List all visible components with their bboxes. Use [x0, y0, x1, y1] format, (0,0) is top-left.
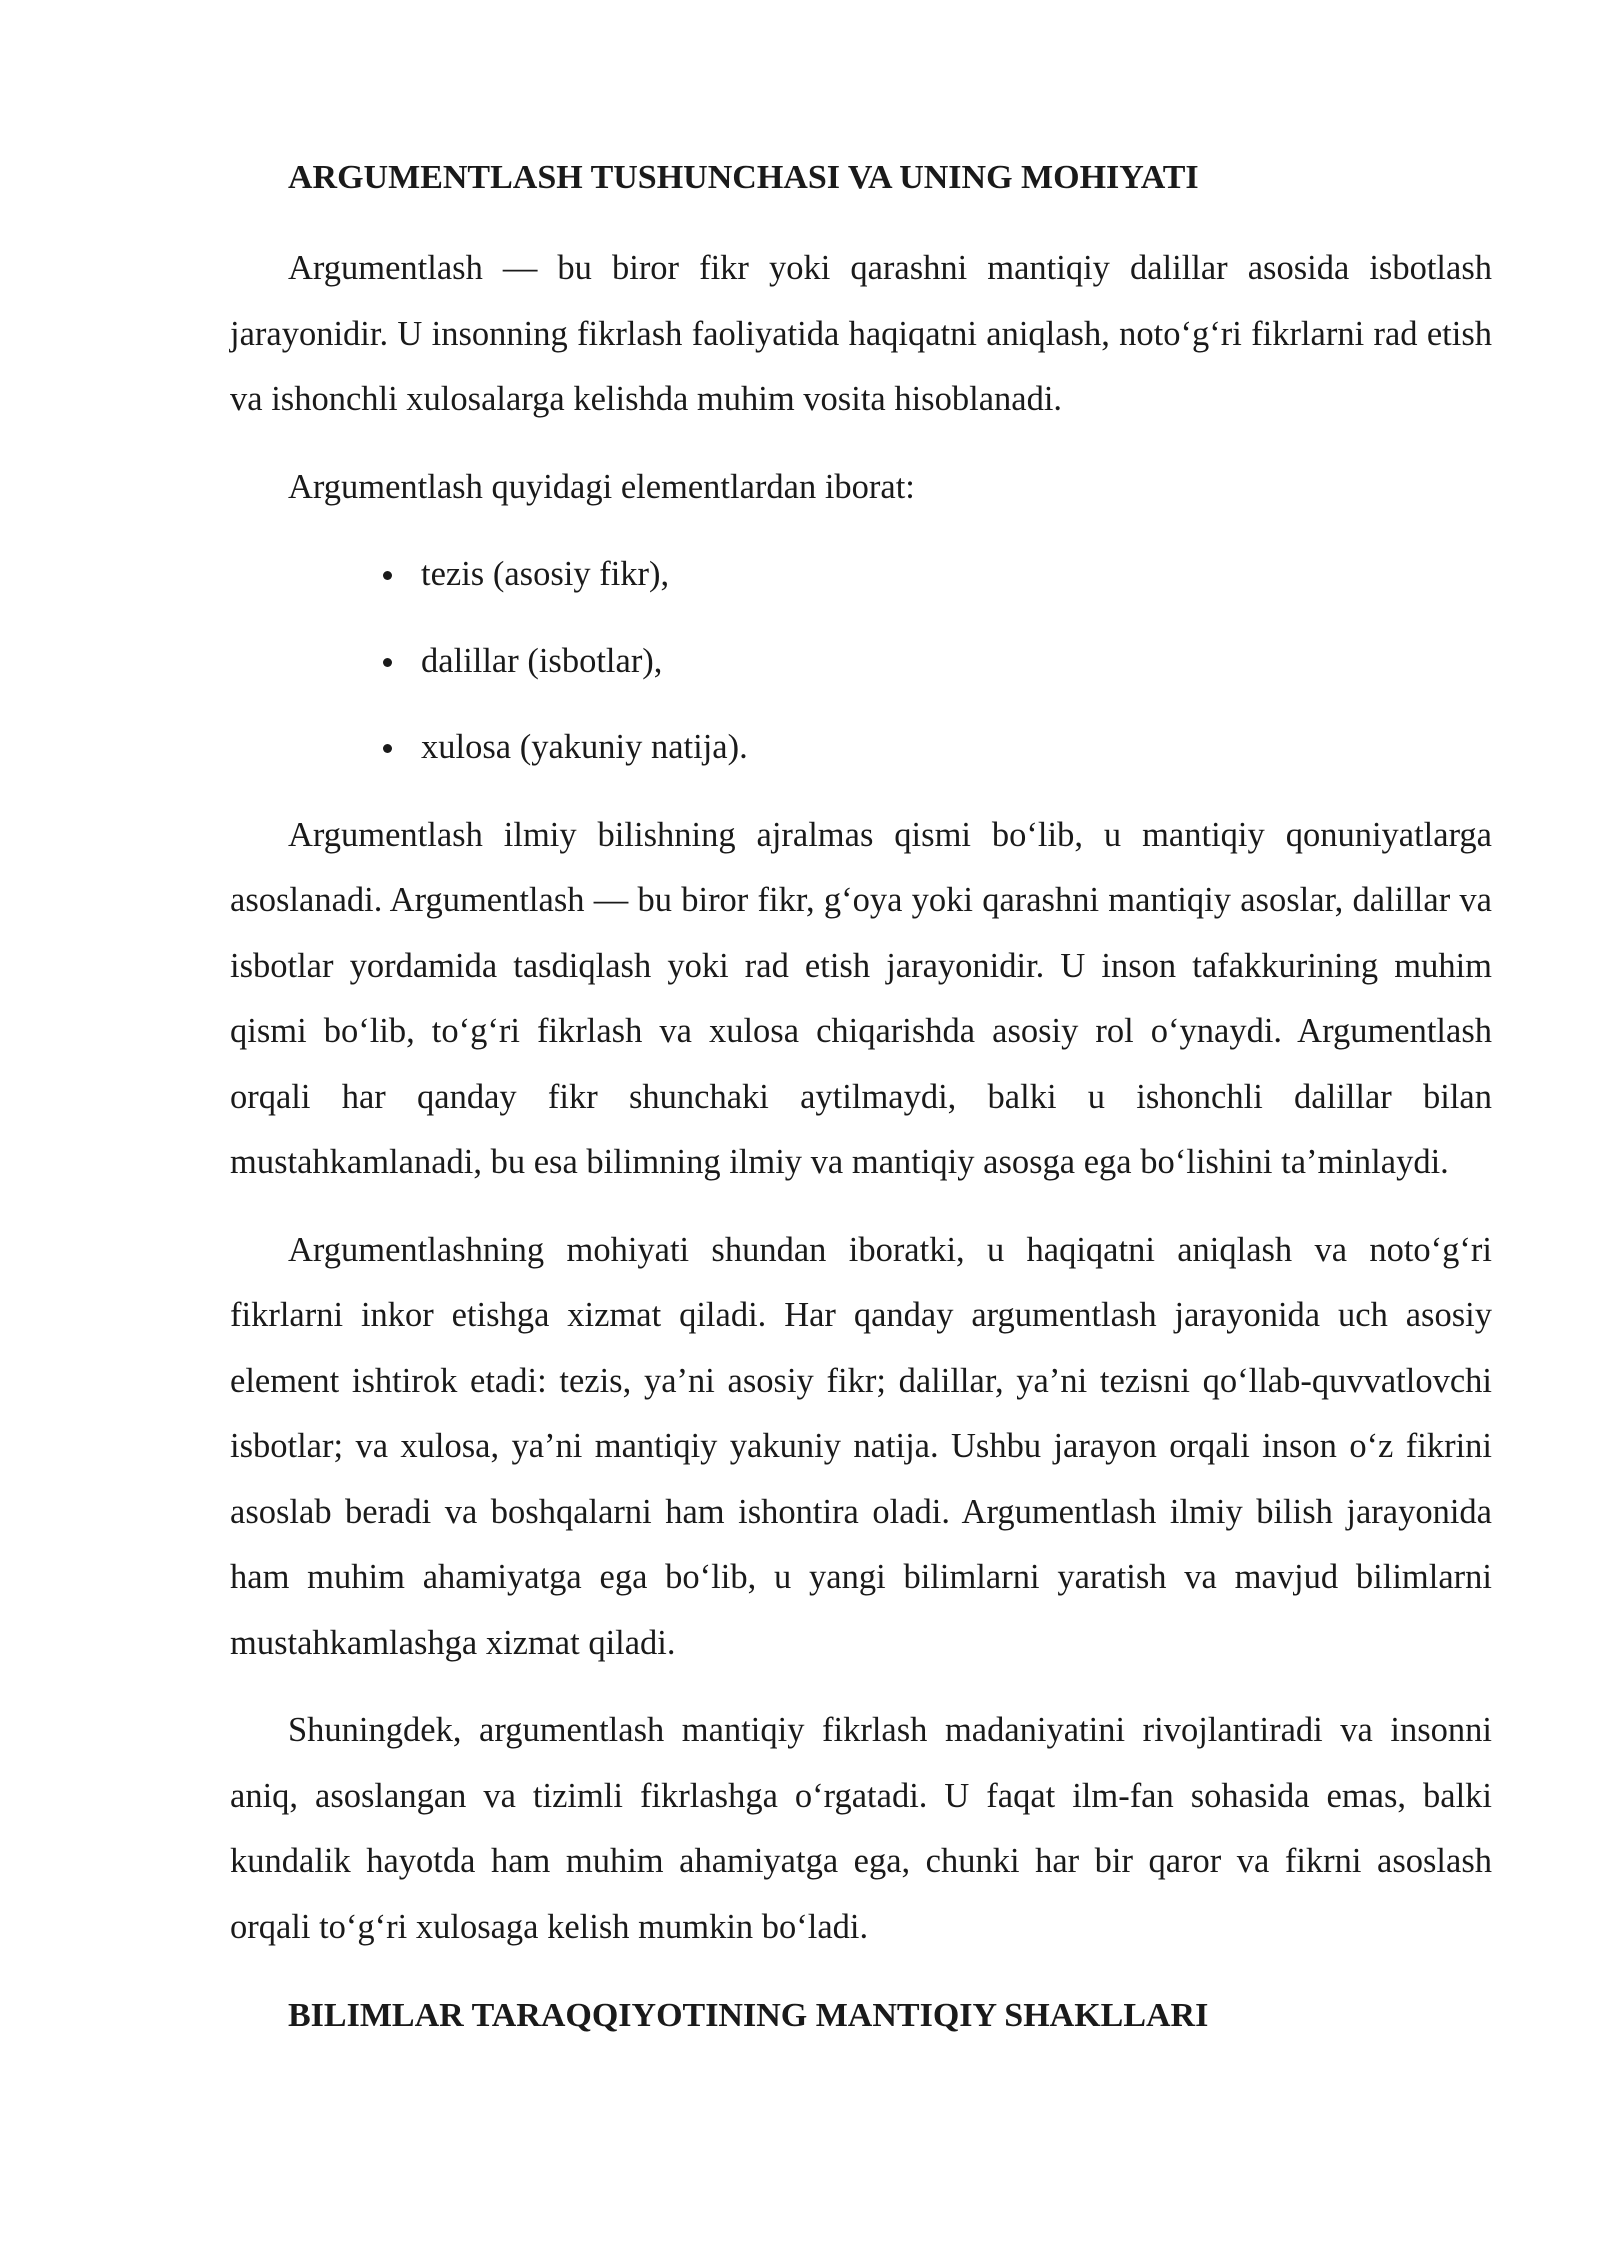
document-page: [230, 150, 1492, 2038]
list-item: [230, 542, 1492, 608]
section-heading-argumentation: ARGUMENTLASH TUSHUNCHASI VA UNING MOHIYATI: [288, 159, 1199, 196]
paragraph-definition: Argumentlash — bu biror fikr yoki qarashni mantiqiy dalillar asosida isbotlash jarayonidir. U insonning fikrlash faoliyatida haqiqatni aniqlash, noto‘g‘ri fikrlarni rad etish va ishonchli xulosalarga kelishda muhim vosita hisoblanadi.: [230, 249, 1492, 418]
list-item-text: xulosa (yakuniy natija).: [421, 728, 748, 766]
paragraph-essence: Argumentlashning mohiyati shundan iboratki, u haqiqatni aniqlash va noto‘g‘ri fikrlarni inkor etishga xizmat qiladi. Har qanday argumentlash jarayonida uch asosiy element ishtirok etadi: tezis, ya’ni asosiy fikr; dalillar, ya’ni tezisni qo‘llab-quvvatlovchi isbotlar; va xulosa, ya’ni mantiqiy yakuniy natija. Ushbu jarayon orqali inson o‘z fikrini asoslab beradi va boshqalarni ham ishontira oladi. Argumentlash ilmiy bilish jarayonida ham muhim ahamiyatga ega bo‘lib, u yangi bilimlarni yaratish va mavjud bilimlarni mustahkamlashga xizmat qiladi.: [230, 1230, 1492, 1662]
elements-list: [230, 542, 1492, 781]
paragraph-elements-intro: Argumentlash quyidagi elementlardan iborat:: [288, 467, 915, 506]
bullet-icon: [383, 658, 392, 667]
list-item: [230, 715, 1492, 781]
paragraph-scientific-cognition: Argumentlash ilmiy bilishning ajralmas qismi bo‘lib, u mantiqiy qonuniyatlarga asoslanadi. Argumentlash — bu biror fikr, g‘oya yoki qarashni mantiqiy asoslar, dalillar va isbotlar yordamida tasdiqlash yoki rad etish jarayonidir. U inson tafakkurining muhim qismi bo‘lib, to‘g‘ri fikrlash va xulosa chiqarishda asosiy rol o‘ynaydi. Argumentlash orqali har qanday fikr shunchaki aytilmaydi, balki u ishonchli dalillar bilan mustahkamlanadi, bu esa bilimning ilmiy va mantiqiy asosga ega bo‘lishini ta’minlaydi.: [230, 815, 1492, 1181]
list-item-text: dalillar (isbotlar),: [421, 641, 663, 680]
bullet-icon: [383, 744, 392, 753]
list-item: [230, 629, 1492, 695]
section-heading-knowledge-forms: BILIMLAR TARAQQIYOTINING MANTIQIY SHAKLLARI: [288, 1997, 1209, 2034]
bullet-icon: [383, 571, 392, 580]
list-item-text: tezis (asosiy fikr),: [421, 555, 670, 593]
paragraph-culture: Shuningdek, argumentlash mantiqiy fikrlash madaniyatini rivojlantiradi va insonni aniq, asoslangan va tizimli fikrlashga o‘rgatadi. U faqat ilm-fan sohasida emas, balki kundalik hayotda ham muhim ahamiyatga ega, chunki har bir qaror va fikrni asoslash orqali to‘g‘ri xulosaga kelish mumkin bo‘ladi.: [230, 1711, 1492, 1946]
